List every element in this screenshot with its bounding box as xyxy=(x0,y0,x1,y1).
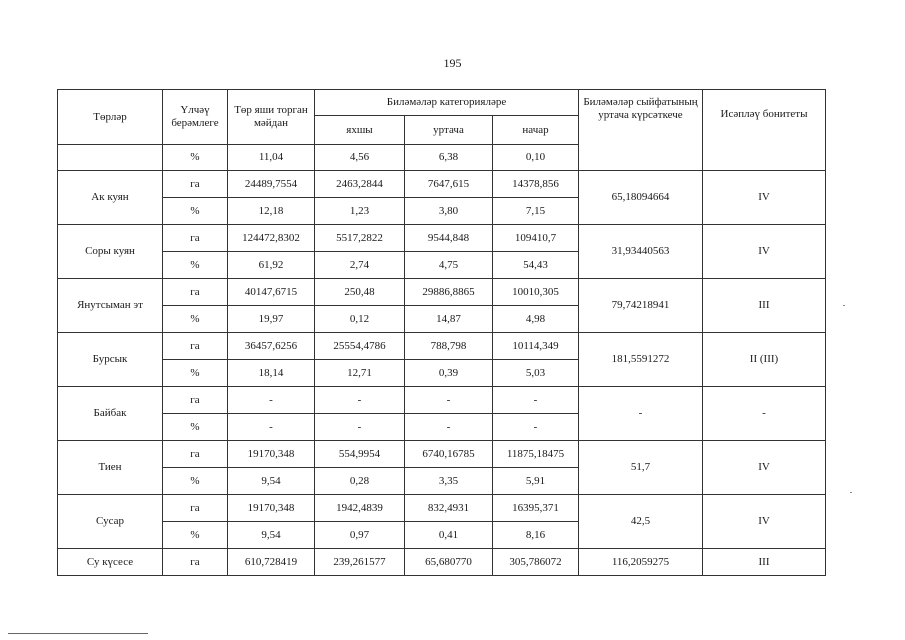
poor-cell: 11875,18475 xyxy=(493,441,579,468)
average-cell: 7647,615 xyxy=(405,171,493,198)
scan-speck xyxy=(850,492,852,493)
unit-cell: га xyxy=(163,171,228,198)
header-good: яхшы xyxy=(315,116,405,145)
average-cell: 9544,848 xyxy=(405,225,493,252)
good-cell: - xyxy=(315,387,405,414)
average-cell: 6,38 xyxy=(405,145,493,171)
species-cell: Байбак xyxy=(58,387,163,441)
header-categories: Биләмәләр категорияләре xyxy=(315,90,579,116)
area-cell: 19,97 xyxy=(228,306,315,333)
area-cell: 12,18 xyxy=(228,198,315,225)
area-cell: 18,14 xyxy=(228,360,315,387)
unit-cell: % xyxy=(163,414,228,441)
species-cell: Тиен xyxy=(58,441,163,495)
average-cell: 14,87 xyxy=(405,306,493,333)
species-cell: Янутсыман эт xyxy=(58,279,163,333)
table-row xyxy=(58,333,826,360)
table-row xyxy=(58,225,826,252)
quality-cell: 79,74218941 xyxy=(579,279,703,333)
area-cell: 40147,6715 xyxy=(228,279,315,306)
good-cell: 2,74 xyxy=(315,252,405,279)
bonitet-cell: IV xyxy=(703,441,826,495)
header-poor: начар xyxy=(493,116,579,145)
unit-cell: % xyxy=(163,360,228,387)
table-row xyxy=(58,549,826,576)
poor-cell: 7,15 xyxy=(493,198,579,225)
species-cell xyxy=(58,145,163,171)
area-cell: - xyxy=(228,414,315,441)
quality-cell: - xyxy=(579,387,703,441)
unit-cell: га xyxy=(163,387,228,414)
unit-cell: га xyxy=(163,279,228,306)
quality-cell: 181,5591272 xyxy=(579,333,703,387)
good-cell: 25554,4786 xyxy=(315,333,405,360)
species-cell: Ак куян xyxy=(58,171,163,225)
good-cell: 554,9954 xyxy=(315,441,405,468)
average-cell: 65,680770 xyxy=(405,549,493,576)
bonitet-cell: III xyxy=(703,549,826,576)
poor-cell: 16395,371 xyxy=(493,495,579,522)
average-cell: 3,35 xyxy=(405,468,493,495)
header-unit: Үлчәү берәмлеге xyxy=(163,90,228,145)
poor-cell: 5,03 xyxy=(493,360,579,387)
area-cell: 9,54 xyxy=(228,522,315,549)
table-row xyxy=(58,387,826,414)
average-cell: 832,4931 xyxy=(405,495,493,522)
good-cell: 0,28 xyxy=(315,468,405,495)
table-row xyxy=(58,171,826,198)
quality-cell: 51,7 xyxy=(579,441,703,495)
poor-cell: - xyxy=(493,414,579,441)
average-cell: 0,39 xyxy=(405,360,493,387)
quality-cell: 31,93440563 xyxy=(579,225,703,279)
poor-cell: 8,16 xyxy=(493,522,579,549)
unit-cell: % xyxy=(163,145,228,171)
poor-cell: 109410,7 xyxy=(493,225,579,252)
header-bonitet: Исәпләү бонитеты xyxy=(703,90,826,171)
header-area: Төр яши торган мәйдан xyxy=(228,90,315,145)
good-cell: 1942,4839 xyxy=(315,495,405,522)
area-cell: - xyxy=(228,387,315,414)
good-cell: 0,12 xyxy=(315,306,405,333)
area-cell: 19170,348 xyxy=(228,495,315,522)
bonitet-cell: IV xyxy=(703,495,826,549)
poor-cell: - xyxy=(493,387,579,414)
poor-cell: 14378,856 xyxy=(493,171,579,198)
bonitet-cell: - xyxy=(703,387,826,441)
scan-speck xyxy=(843,305,845,306)
bonitet-cell: IV xyxy=(703,225,826,279)
header-average: уртача xyxy=(405,116,493,145)
table-row xyxy=(58,441,826,468)
habitat-table xyxy=(57,89,826,576)
poor-cell: 10114,349 xyxy=(493,333,579,360)
table-row xyxy=(58,279,826,306)
area-cell: 61,92 xyxy=(228,252,315,279)
bonitet-cell: II (III) xyxy=(703,333,826,387)
bonitet-cell: IV xyxy=(703,171,826,225)
poor-cell: 0,10 xyxy=(493,145,579,171)
average-cell: 0,41 xyxy=(405,522,493,549)
area-cell: 19170,348 xyxy=(228,441,315,468)
poor-cell: 305,786072 xyxy=(493,549,579,576)
good-cell: 250,48 xyxy=(315,279,405,306)
unit-cell: га xyxy=(163,495,228,522)
area-cell: 124472,8302 xyxy=(228,225,315,252)
species-cell: Соры куян xyxy=(58,225,163,279)
average-cell: - xyxy=(405,414,493,441)
average-cell: 4,75 xyxy=(405,252,493,279)
average-cell: 788,798 xyxy=(405,333,493,360)
unit-cell: % xyxy=(163,198,228,225)
poor-cell: 4,98 xyxy=(493,306,579,333)
page-number: 195 xyxy=(443,56,462,70)
unit-cell: % xyxy=(163,306,228,333)
unit-cell: % xyxy=(163,252,228,279)
unit-cell: % xyxy=(163,468,228,495)
poor-cell: 5,91 xyxy=(493,468,579,495)
quality-cell: 42,5 xyxy=(579,495,703,549)
good-cell: 5517,2822 xyxy=(315,225,405,252)
area-cell: 36457,6256 xyxy=(228,333,315,360)
poor-cell: 54,43 xyxy=(493,252,579,279)
footer-rule xyxy=(8,633,148,634)
good-cell: 1,23 xyxy=(315,198,405,225)
quality-cell: 116,2059275 xyxy=(579,549,703,576)
header-quality: Биләмәләр сыйфатының уртача күрсәткече xyxy=(579,90,703,171)
area-cell: 9,54 xyxy=(228,468,315,495)
average-cell: 6740,16785 xyxy=(405,441,493,468)
unit-cell: % xyxy=(163,522,228,549)
poor-cell: 10010,305 xyxy=(493,279,579,306)
good-cell: - xyxy=(315,414,405,441)
unit-cell: га xyxy=(163,549,228,576)
good-cell: 0,97 xyxy=(315,522,405,549)
species-cell: Су күсесе xyxy=(58,549,163,576)
header-species: Төрләр xyxy=(58,90,163,145)
average-cell: 29886,8865 xyxy=(405,279,493,306)
average-cell: - xyxy=(405,387,493,414)
area-cell: 11,04 xyxy=(228,145,315,171)
unit-cell: га xyxy=(163,225,228,252)
table-row xyxy=(58,495,826,522)
average-cell: 3,80 xyxy=(405,198,493,225)
species-cell: Бурсык xyxy=(58,333,163,387)
species-cell: Сусар xyxy=(58,495,163,549)
good-cell: 2463,2844 xyxy=(315,171,405,198)
unit-cell: га xyxy=(163,333,228,360)
bonitet-cell: III xyxy=(703,279,826,333)
good-cell: 12,71 xyxy=(315,360,405,387)
unit-cell: га xyxy=(163,441,228,468)
good-cell: 239,261577 xyxy=(315,549,405,576)
area-cell: 610,728419 xyxy=(228,549,315,576)
good-cell: 4,56 xyxy=(315,145,405,171)
quality-cell: 65,18094664 xyxy=(579,171,703,225)
area-cell: 24489,7554 xyxy=(228,171,315,198)
